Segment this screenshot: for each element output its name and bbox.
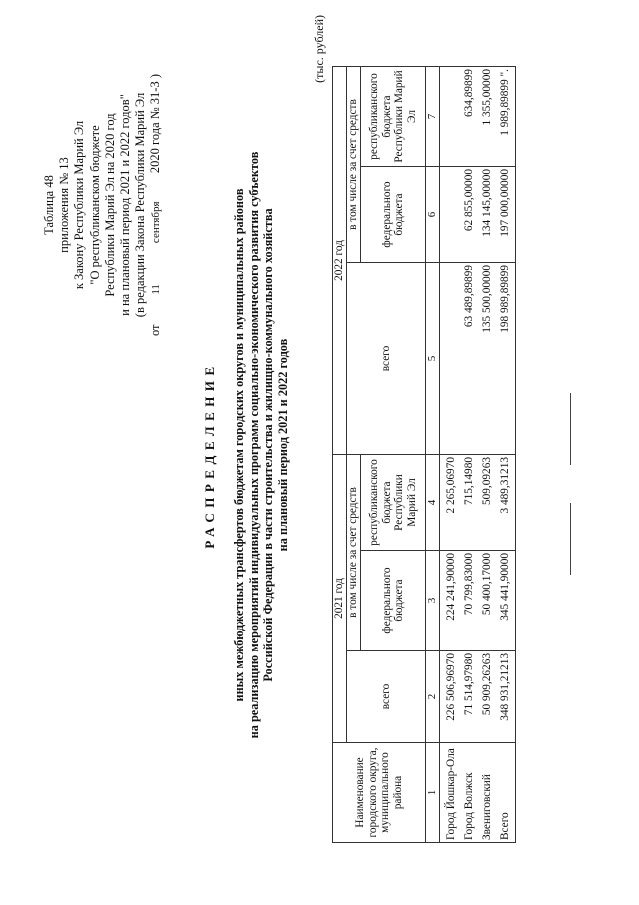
distribution-table [332,66,516,843]
subtitle-line-1: иных межбюджетных трансфертов бюджетам городских округов и муниципальных районов [232,188,246,702]
header-total-2022: всего [347,263,426,455]
row-name: Всего [497,743,516,843]
header-name: Наименование городского округа, муниципального района [333,743,426,843]
annex-number: приложения № 13 [57,157,72,253]
cell-republic-2022: 1 355,00000 [479,67,497,167]
law-title-line-1: "О республиканском бюджете [87,125,102,285]
table-row-total [497,67,516,843]
law-reference: к Закону Республики Марий Эл [72,120,87,290]
cell-republic-2022: 634,89899 [461,67,479,167]
subtitle-line-2: на реализацию мероприятий индивидуальных программ социально-экономического развития субъектов [246,151,261,739]
header-including-2022: в том числе за счет средств [347,67,361,263]
cell-total-2021: 71 514,97980 [461,651,479,743]
table-row [461,67,479,843]
col-number-5: 5 [426,263,440,455]
cell-total-2021: 226 506,96970 [439,651,461,743]
units-note: (тыс. рублей) [312,15,326,83]
row-name: Город Йошкар-Ола [439,743,461,843]
cell-republic-2021: 3 489,31213 [497,455,516,551]
edition-number: 31-З [148,81,163,105]
cell-republic-2022: 1 989,89899 ". [497,67,516,167]
subtitle-line-4: на плановый период 2021 и 2022 годов [275,338,290,552]
separator-line [570,393,571,465]
cell-total-2021: 348 931,21213 [497,651,516,743]
cell-federal-2022 [439,167,461,263]
appendix-header [42,35,165,375]
col-number-1: 1 [426,743,440,843]
row-name: Звениговский [479,743,497,843]
col-number-4: 4 [426,455,440,551]
col-number-7: 7 [426,67,440,167]
header-year-2021: 2021 год [333,455,347,743]
edition-year: 2020 года № [148,107,163,174]
cell-federal-2022: 134 145,00000 [479,167,497,263]
cell-republic-2022 [439,67,461,167]
edition-day: 11 [150,284,163,295]
cell-total-2022 [439,263,461,455]
edition-close: ) [148,73,163,79]
cell-federal-2021: 50 400,17000 [479,551,497,651]
cell-total-2022: 135 500,00000 [479,263,497,455]
edition-note: (в редакции Закона Республики Марий Эл [133,92,148,318]
col-number-6: 6 [426,167,440,263]
edition-month: сентября [150,201,163,244]
law-title-line-2: Республики Марий Эл на 2020 год [102,113,117,297]
cell-total-2021: 50 909,26263 [479,651,497,743]
header-federal-2021: федерального бюджета [361,551,426,651]
cell-federal-2021: 224 241,90000 [439,551,461,651]
header-republic-2022: республиканского бюджета Республики Марий Эл [361,67,426,167]
row-name: Город Волжск [461,743,479,843]
law-title-line-3: и на плановый период 2021 и 2022 годов" [118,94,133,316]
from-label: от [148,324,163,337]
cell-republic-2021: 509,09263 [479,455,497,551]
table-row [479,67,497,843]
table-row [439,67,461,843]
table-number: Таблица 48 [42,175,56,235]
cell-federal-2022: 62 855,00000 [461,167,479,263]
header-year-2022: 2022 год [333,67,347,455]
col-number-3: 3 [426,551,440,651]
document-subtitle [232,65,290,825]
cell-republic-2021: 2 265,06970 [439,455,461,551]
header-republic-2021: республиканского бюджета Республики Марий Эл [361,455,426,551]
cell-federal-2021: 70 799,83000 [461,551,479,651]
document-title: РАСПРЕДЕЛЕНИЕ [202,361,217,549]
col-number-2: 2 [426,651,440,743]
separator-line [570,503,571,575]
header-total-2021: всего [347,651,426,743]
edition-date [148,35,164,375]
cell-federal-2022: 197 000,00000 [497,167,516,263]
subtitle-line-3: Российской Федерации в части строительства и жилищно-коммунального хозяйства [261,208,276,682]
cell-federal-2021: 345 441,90000 [497,551,516,651]
cell-republic-2021: 715,14980 [461,455,479,551]
header-including-2021: в том числе за счет средств [347,455,361,651]
cell-total-2022: 198 989,89899 [497,263,516,455]
header-federal-2022: федерального бюджета [361,167,426,263]
cell-total-2022: 63 489,89899 [461,263,479,455]
